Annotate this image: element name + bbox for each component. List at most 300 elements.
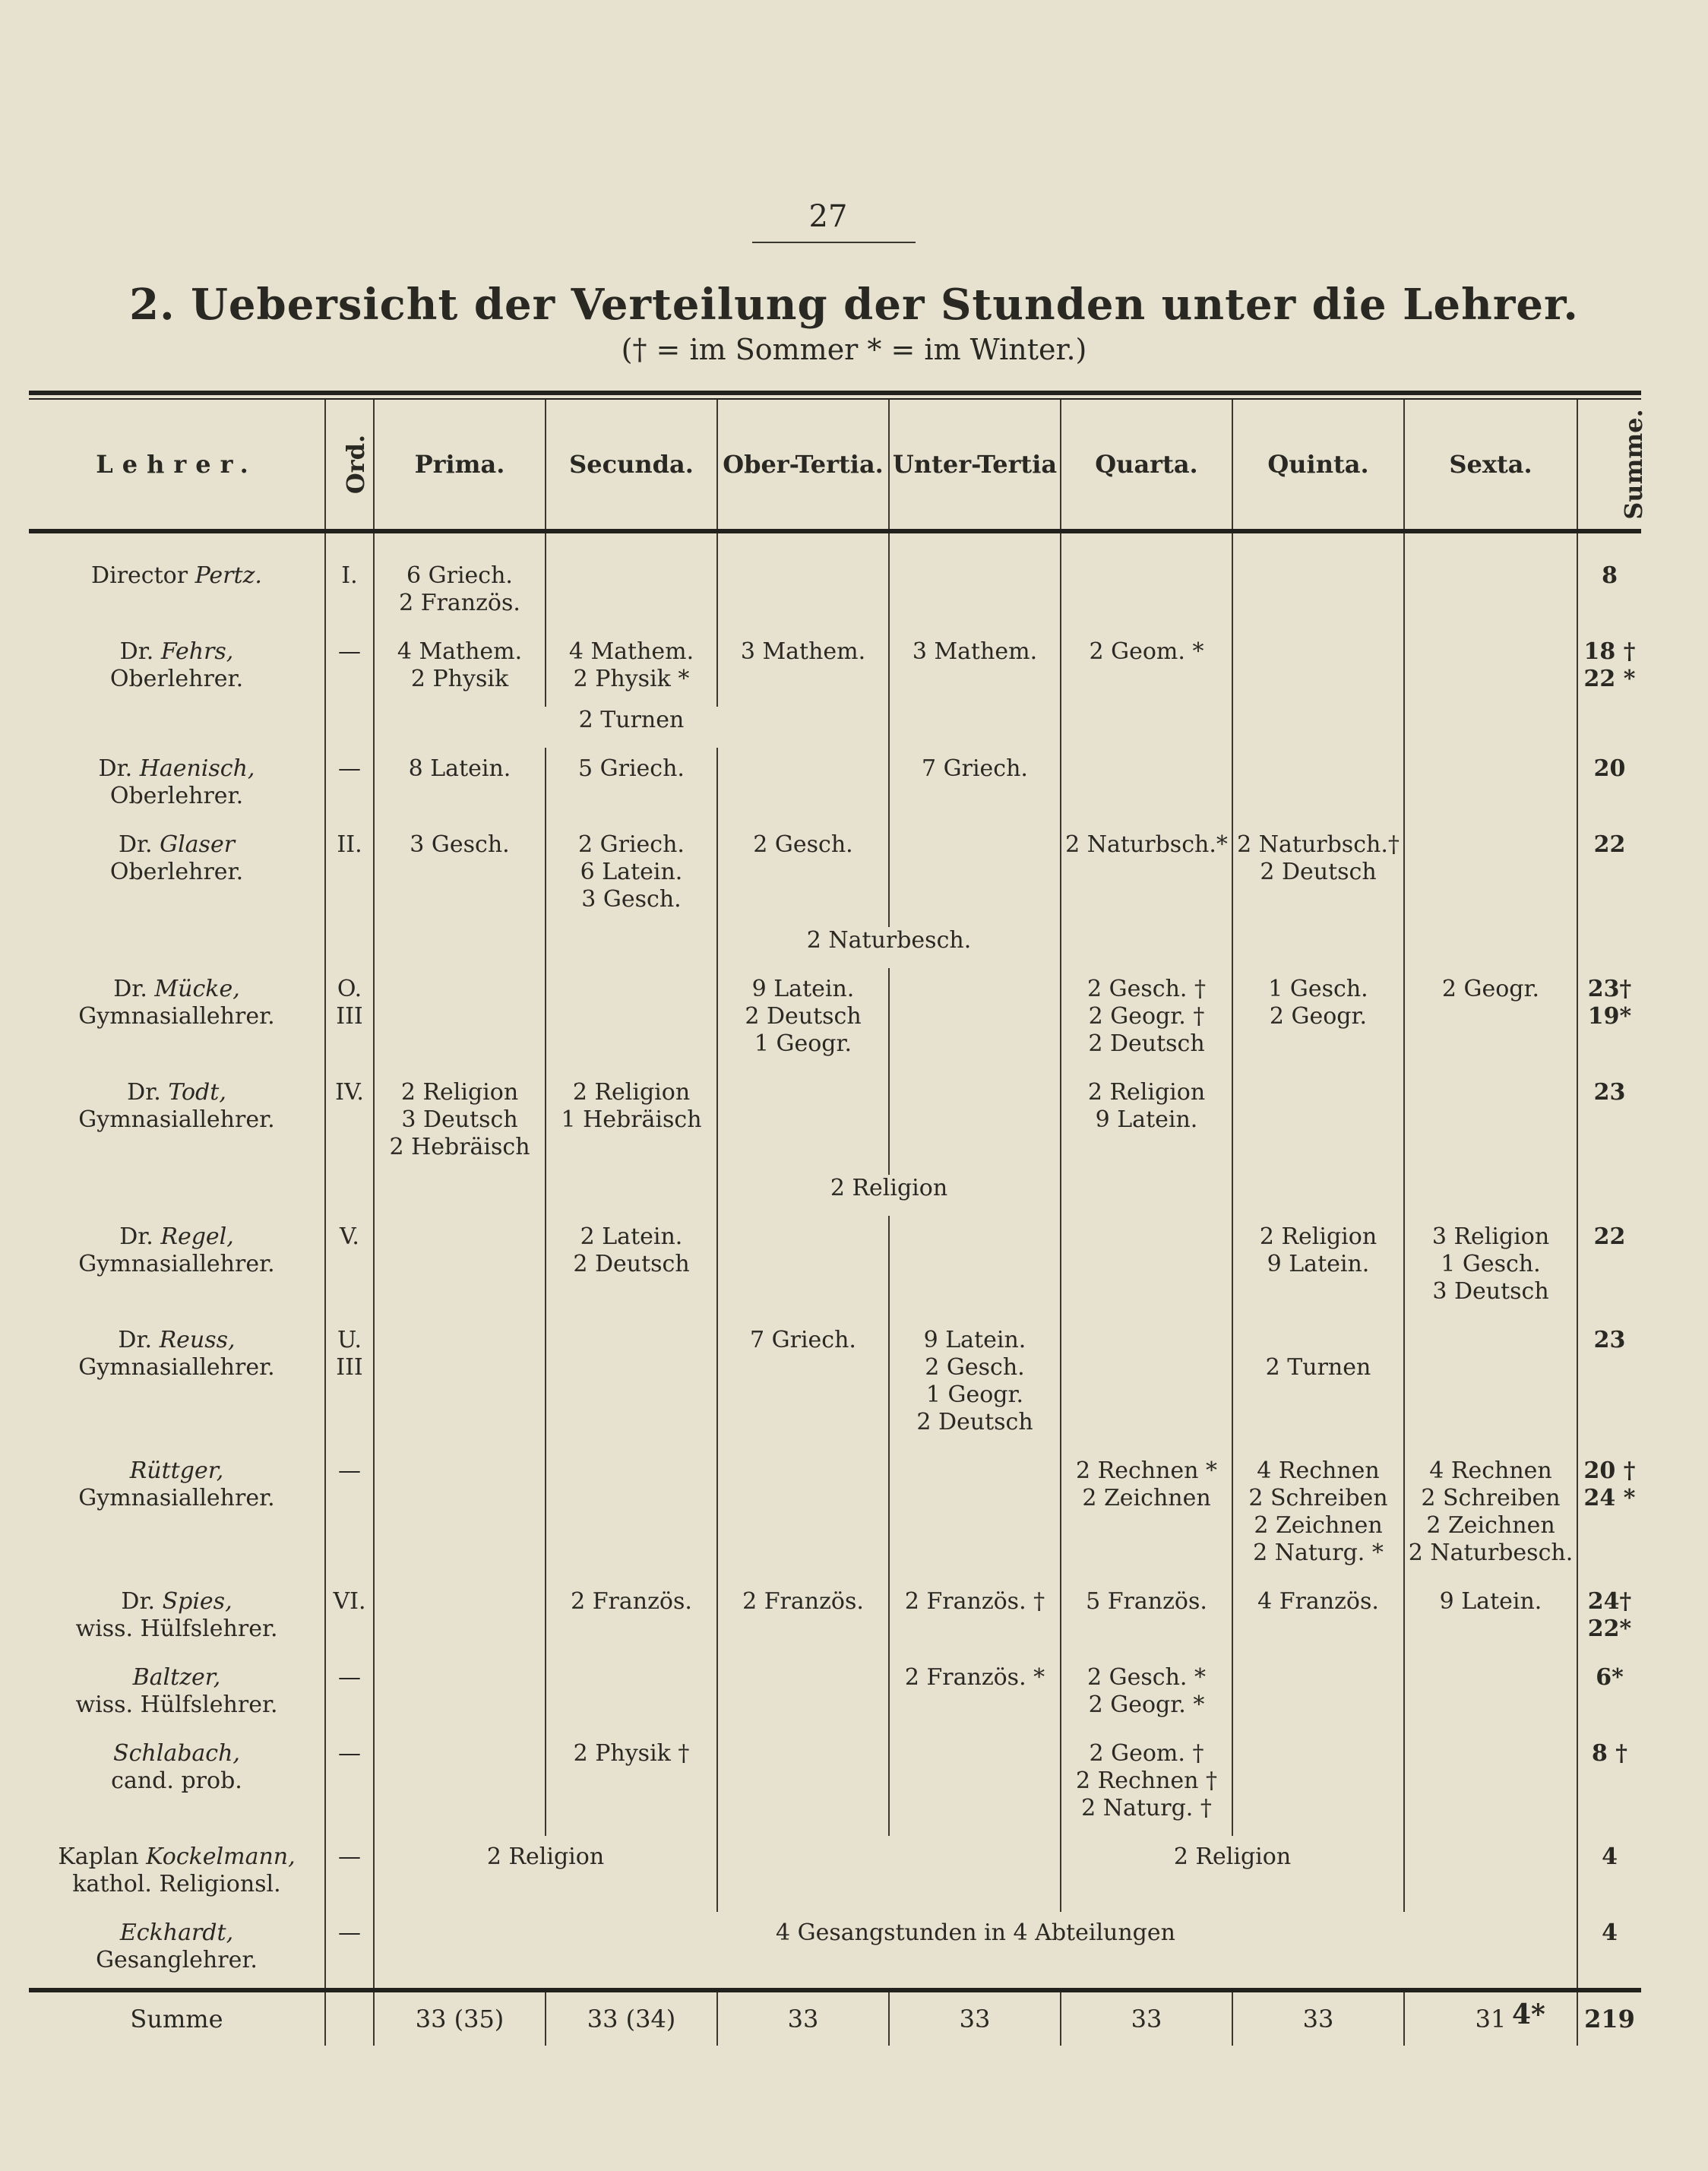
cell-line: U. (337, 1327, 362, 1353)
cell-line: 18 † (1583, 638, 1636, 665)
class-cell (717, 748, 889, 824)
class-cell (889, 1733, 1061, 1836)
teacher-surname: Baltzer, (132, 1664, 221, 1691)
teacher-title: Gymnasiallehrer. (78, 1251, 275, 1277)
cell-line: 2 Religion (400, 1079, 519, 1106)
top-rule (29, 391, 1641, 395)
cell-line: 4 Rechnen (1429, 1457, 1552, 1484)
class-cell (1232, 1450, 1404, 1581)
totals-row (29, 1990, 1641, 2046)
cell-line: 2 Deutsch (745, 1003, 862, 1030)
cell-line: V. (340, 1223, 359, 1250)
blank-cell (546, 927, 717, 968)
cell-line: — (338, 1740, 361, 1767)
cell-line: 2 Zeichnen (1082, 1485, 1211, 1511)
table-row (29, 1912, 1641, 1990)
cell-line: 22* (1587, 1616, 1632, 1642)
teacher-surname: Rüttger, (129, 1457, 224, 1484)
cell-line: 2 Deutsch (1260, 859, 1377, 885)
blank-cell (29, 1175, 325, 1216)
header-row (29, 400, 1641, 531)
blank-cell (1404, 1175, 1577, 1216)
cell-line: I. (341, 562, 358, 589)
class-cell (1404, 631, 1577, 707)
sum-cell (1577, 824, 1641, 927)
teacher-title: Gymnasiallehrer. (78, 1485, 275, 1511)
ord-cell (325, 1450, 374, 1581)
class-cell (1061, 1450, 1232, 1581)
cell-line: 3 Gesch. (581, 886, 682, 913)
spanned-cell (374, 1836, 717, 1912)
teacher-title: Oberlehrer. (109, 859, 244, 885)
class-cell (889, 968, 1061, 1071)
cell-line: 20 (1593, 755, 1626, 782)
teacher-prefix: Dr. (127, 1079, 169, 1106)
class-cell (1232, 1733, 1404, 1836)
cell-line: 9 Latein. (1267, 1251, 1370, 1277)
schedule-table (29, 400, 1648, 2046)
class-cell (1232, 1581, 1404, 1657)
ord-cell (325, 631, 374, 707)
cell-line: 2 Französ. (571, 1588, 692, 1615)
class-cell (717, 824, 889, 927)
teacher-prefix: Dr. (98, 755, 140, 782)
class-cell (717, 1319, 889, 1450)
teacher-prefix: Director (91, 562, 195, 589)
cell-line: 3 Deutsch (1432, 1278, 1549, 1305)
ord-cell (325, 1071, 374, 1175)
cell-line: 3 Mathem. (912, 638, 1038, 665)
teacher-surname: Schlabach, (113, 1740, 240, 1767)
totals-cell: 33 (717, 1990, 889, 2046)
blank-cell (325, 927, 374, 968)
teacher-name (29, 1740, 324, 1767)
cell-line: 9 Latein. (1095, 1106, 1198, 1133)
cell-line: 22 * (1583, 666, 1636, 692)
teacher-name (29, 1664, 324, 1692)
cell-line: II. (337, 831, 362, 858)
cell-line: 2 Griech. (578, 831, 685, 858)
teacher-surname: Reuss, (159, 1327, 236, 1353)
table-row (29, 1581, 1641, 1657)
cell-line: 7 Griech. (750, 1327, 856, 1353)
teacher-title: Oberlehrer. (109, 666, 244, 692)
footer-mark: 4* (1512, 1999, 1545, 2030)
cell-line: 5 Griech. (578, 755, 685, 782)
cell-line: 6 Latein. (580, 859, 683, 885)
class-cell (1232, 968, 1404, 1071)
header-secunda: Secunda. (546, 400, 717, 531)
class-cell (1404, 1071, 1577, 1175)
table-row (29, 1216, 1641, 1319)
class-cell (717, 1216, 889, 1319)
cell-line: 2 Gesch. * (1087, 1664, 1206, 1691)
class-cell (1404, 1657, 1577, 1733)
cell-line: 2 Religion (1259, 1223, 1377, 1250)
teacher-name (29, 1843, 324, 1871)
teacher-prefix: Dr. (118, 831, 160, 858)
cell-line: III (336, 1354, 363, 1381)
ord-cell (325, 748, 374, 824)
teacher-prefix: Dr. (119, 638, 161, 665)
class-cell (546, 531, 717, 631)
teacher-name (29, 1223, 324, 1251)
cell-line: 23† (1587, 976, 1632, 1002)
totals-cell: 33 (889, 1990, 1061, 2046)
class-cell (889, 631, 1061, 707)
teacher-cell (29, 1071, 325, 1175)
class-cell (889, 748, 1061, 824)
teacher-cell (29, 1216, 325, 1319)
cell-line (1233, 1327, 1403, 1354)
class-cell (1404, 968, 1577, 1071)
class-cell (717, 1657, 889, 1733)
cell-line: 1 Gesch. (1268, 976, 1368, 1002)
blank-cell (1577, 707, 1641, 748)
cell-line: 23 (1593, 1327, 1626, 1353)
class-cell (374, 1319, 546, 1450)
class-cell (1232, 824, 1404, 927)
teacher-cell (29, 531, 325, 631)
class-cell (717, 1733, 889, 1836)
cell-line: 2 Turnen (1265, 1354, 1371, 1381)
teacher-prefix: Kaplan (58, 1843, 147, 1870)
cell-line: 2 Religion (1087, 1079, 1206, 1106)
cell-line: — (338, 1664, 361, 1691)
header-ord: Ord. (325, 400, 374, 531)
cell-line: 8 (1602, 562, 1618, 589)
class-cell (374, 531, 546, 631)
blank-cell (29, 927, 325, 968)
class-cell (1061, 1581, 1232, 1657)
class-cell (1404, 824, 1577, 927)
teacher-surname: Regel, (160, 1223, 234, 1250)
cell-line: 2 Französ. * (904, 1664, 1045, 1691)
teacher-title: Gymnasiallehrer. (78, 1003, 275, 1030)
sum-cell (1577, 1071, 1641, 1175)
class-cell (1404, 748, 1577, 824)
teacher-title: wiss. Hülfslehrer. (75, 1692, 278, 1718)
schedule-table-wrapper (29, 391, 1648, 2046)
class-cell (717, 1071, 889, 1175)
class-cell (1404, 1319, 1577, 1450)
cell-line: 24† (1587, 1588, 1632, 1615)
cell-line: 2 Religion (572, 1079, 691, 1106)
class-cell (546, 1319, 717, 1450)
sum-cell (1577, 1450, 1641, 1581)
class-cell (1232, 1657, 1404, 1733)
class-cell (1404, 1836, 1577, 1912)
blank-cell (1061, 707, 1232, 748)
class-cell (717, 1450, 889, 1581)
class-cell (374, 1450, 546, 1581)
cell-line: 22 (1593, 1223, 1626, 1250)
sum-cell (1577, 1581, 1641, 1657)
totals-cell: 33 (34) (546, 1990, 717, 2046)
cell-line: 3 Deutsch (401, 1106, 518, 1133)
cell-line: 2 Geogr. (1441, 976, 1540, 1002)
cell-line: 1 Hebräisch (561, 1106, 702, 1133)
totals-cell: 33 (35) (374, 1990, 546, 2046)
class-cell (374, 748, 546, 824)
cell-line: 4 (1602, 1919, 1618, 1946)
cell-line: 2 Naturbesch. (806, 927, 972, 954)
teacher-cell (29, 1319, 325, 1450)
class-cell (1232, 631, 1404, 707)
teacher-surname: Kockelmann, (146, 1843, 296, 1870)
spanned-row (29, 707, 1641, 748)
cell-line: 1 Geogr. (754, 1030, 852, 1057)
class-cell (546, 631, 717, 707)
sum-cell (1577, 1836, 1641, 1912)
blank-cell (1061, 927, 1232, 968)
teacher-cell (29, 1912, 325, 1990)
table-row (29, 1319, 1641, 1450)
sum-cell (1577, 748, 1641, 824)
class-cell (889, 824, 1061, 927)
blank-cell (1404, 707, 1577, 748)
class-cell (546, 748, 717, 824)
teacher-name (29, 755, 324, 783)
teacher-name (29, 638, 324, 666)
cell-line: 2 Geogr. † (1088, 1003, 1205, 1030)
cell-line: 3 Religion (1431, 1223, 1550, 1250)
class-cell (1404, 1216, 1577, 1319)
blank-cell (1577, 1175, 1641, 1216)
teacher-surname: Haenisch, (139, 755, 255, 782)
table-row (29, 1071, 1641, 1175)
class-cell (374, 1581, 546, 1657)
class-cell (1232, 748, 1404, 824)
cell-line: 2 Zeichnen (1254, 1512, 1383, 1539)
cell-line: 5 Französ. (1086, 1588, 1207, 1615)
sum-cell (1577, 1733, 1641, 1836)
class-cell (1232, 531, 1404, 631)
cell-line: 2 Naturbsch.† (1237, 831, 1400, 858)
totals-grand: 219 (1577, 1990, 1641, 2046)
class-cell (374, 1657, 546, 1733)
totals-cell (325, 1990, 374, 2046)
cell-line: 2 Turnen (578, 707, 685, 733)
class-cell (717, 1581, 889, 1657)
header-summe: Summe. (1577, 400, 1641, 531)
table-row (29, 968, 1641, 1071)
class-cell (889, 1216, 1061, 1319)
table-body (29, 531, 1641, 1990)
cell-line: 2 Rechnen † (1075, 1767, 1218, 1794)
cell-line: 2 Naturbsch.* (1065, 831, 1228, 858)
teacher-cell (29, 748, 325, 824)
page-title: 2. Uebersicht der Verteilung der Stunden unter die Lehrer. (129, 280, 1579, 330)
spanned-row (29, 927, 1641, 968)
cell-line: 7 Griech. (922, 755, 1028, 782)
cell-line: 2 Naturg. † (1081, 1795, 1212, 1821)
teacher-cell (29, 1836, 325, 1912)
cell-line: 6* (1596, 1664, 1624, 1691)
ord-cell (325, 824, 374, 927)
class-cell (1404, 1450, 1577, 1581)
cell-line: — (338, 1457, 361, 1484)
teacher-prefix: Dr. (119, 1223, 161, 1250)
class-cell (1061, 1319, 1232, 1450)
teacher-surname: Glaser (160, 831, 236, 858)
cell-line: 4 Mathem. (397, 638, 523, 665)
class-cell (546, 968, 717, 1071)
teacher-cell (29, 824, 325, 927)
sum-cell (1577, 1319, 1641, 1450)
spanned-cell (374, 707, 889, 748)
cell-line: 2 Schreiben (1248, 1485, 1388, 1511)
class-cell (889, 1450, 1061, 1581)
class-cell (1061, 1657, 1232, 1733)
cell-line: 2 Latein. (580, 1223, 683, 1250)
class-cell (546, 1216, 717, 1319)
teacher-prefix: Dr. (121, 1588, 163, 1615)
class-cell (1061, 1733, 1232, 1836)
totals-label: Summe (29, 1990, 325, 2046)
ord-cell (325, 1657, 374, 1733)
teacher-surname: Mücke, (154, 976, 240, 1002)
cell-line: 24 * (1583, 1485, 1636, 1511)
cell-line: 2 Physik (410, 666, 509, 692)
teacher-title: Gymnasiallehrer. (78, 1354, 275, 1381)
teacher-cell (29, 631, 325, 707)
teacher-surname: Fehrs, (160, 638, 234, 665)
teacher-name (29, 1327, 324, 1354)
teacher-cell (29, 1450, 325, 1581)
class-cell (889, 1657, 1061, 1733)
cell-line: 9 Latein. (751, 976, 855, 1002)
table-row (29, 631, 1641, 707)
teacher-title: wiss. Hülfslehrer. (75, 1616, 278, 1642)
table-row (29, 1450, 1641, 1581)
table-row (29, 1657, 1641, 1733)
class-cell (546, 824, 717, 927)
blank-cell (1232, 1175, 1404, 1216)
cell-line: 2 Religion (486, 1843, 605, 1870)
class-cell (1404, 531, 1577, 631)
page-subtitle: († = im Sommer * = im Winter.) (621, 333, 1087, 366)
teacher-surname: Pertz. (195, 562, 262, 589)
totals-cell: 33 (1061, 1990, 1232, 2046)
blank-cell (889, 707, 1061, 748)
ord-cell (325, 1581, 374, 1657)
class-cell (374, 1216, 546, 1319)
sum-cell (1577, 631, 1641, 707)
cell-line: 2 Französ. (399, 590, 520, 616)
blank-cell (325, 707, 374, 748)
blank-cell (29, 707, 325, 748)
ord-cell (325, 531, 374, 631)
teacher-name (29, 976, 324, 1003)
cell-line: 2 Geogr. * (1088, 1692, 1205, 1718)
cell-line: 2 Deutsch (573, 1251, 690, 1277)
cell-line: 2 Rechnen * (1075, 1457, 1218, 1484)
blank-cell (1232, 707, 1404, 748)
header-teacher: Lehrer. (29, 400, 325, 531)
blank-cell (374, 1175, 546, 1216)
cell-line: III (336, 1003, 363, 1030)
table-row (29, 824, 1641, 927)
header-sexta: Sexta. (1404, 400, 1577, 531)
table-row (29, 1733, 1641, 1836)
cell-line: 2 Hebräisch (389, 1134, 530, 1160)
totals-cell: 31 (1404, 1990, 1577, 2046)
header-unter-tertia: Unter-Tertia (889, 400, 1061, 531)
cell-line: 2 Deutsch (916, 1409, 1033, 1435)
cell-line: — (338, 1919, 361, 1946)
spanned-cell (717, 1836, 1061, 1912)
class-cell (546, 1450, 717, 1581)
blank-cell (1404, 927, 1577, 968)
class-cell (889, 1319, 1061, 1450)
cell-line: VI. (333, 1588, 366, 1615)
class-cell (889, 1581, 1061, 1657)
teacher-surname: Eckhardt, (119, 1919, 234, 1946)
teacher-name (29, 1919, 324, 1947)
sum-cell (1577, 1216, 1641, 1319)
cell-line: 2 Gesch. (753, 831, 853, 858)
class-cell (1232, 1216, 1404, 1319)
cell-line: 2 Zeichnen (1426, 1512, 1555, 1539)
cell-line: 22 (1593, 831, 1626, 858)
cell-line: 2 Geom. * (1089, 638, 1204, 665)
cell-line: 3 Mathem. (740, 638, 866, 665)
class-cell (889, 1071, 1061, 1175)
cell-line: 4 Gesangstunden in 4 Abteilungen (776, 1919, 1175, 1946)
class-cell (889, 531, 1061, 631)
class-cell (717, 631, 889, 707)
ord-cell (325, 1733, 374, 1836)
spanned-row (29, 1175, 1641, 1216)
ord-cell (325, 1319, 374, 1450)
header-prima: Prima. (374, 400, 546, 531)
ord-cell (325, 968, 374, 1071)
cell-line: 2 Geogr. (1269, 1003, 1368, 1030)
cell-line: 2 Schreiben (1421, 1485, 1561, 1511)
class-cell (1061, 968, 1232, 1071)
page-number-rule (752, 242, 916, 243)
cell-line: 4 Französ. (1257, 1588, 1379, 1615)
header-ober-tertia: Ober-Tertia. (717, 400, 889, 531)
spanned-cell (717, 1175, 1061, 1216)
teacher-cell (29, 1581, 325, 1657)
class-cell (374, 1071, 546, 1175)
class-cell (1061, 748, 1232, 824)
class-cell (546, 1071, 717, 1175)
cell-line: 1 Geogr. (925, 1381, 1024, 1408)
spanned-cell (717, 927, 1061, 968)
table-row (29, 748, 1641, 824)
ord-cell (325, 1216, 374, 1319)
teacher-surname: Spies, (162, 1588, 232, 1615)
blank-cell (1061, 1175, 1232, 1216)
spanned-cell (374, 1912, 1577, 1990)
cell-line: 20 † (1583, 1457, 1636, 1484)
teacher-title: cand. prob. (111, 1767, 242, 1794)
class-cell (374, 1733, 546, 1836)
teacher-name (29, 562, 324, 590)
cell-line: 8 † (1591, 1740, 1627, 1767)
cell-line: — (338, 638, 361, 665)
teacher-prefix: Dr. (113, 976, 155, 1002)
cell-line: 23 (1593, 1079, 1626, 1106)
cell-line: 4 (1602, 1843, 1618, 1870)
teacher-title: Oberlehrer. (109, 783, 244, 809)
cell-line: 9 Latein. (923, 1327, 1026, 1353)
class-cell (1061, 824, 1232, 927)
ord-cell (325, 1836, 374, 1912)
